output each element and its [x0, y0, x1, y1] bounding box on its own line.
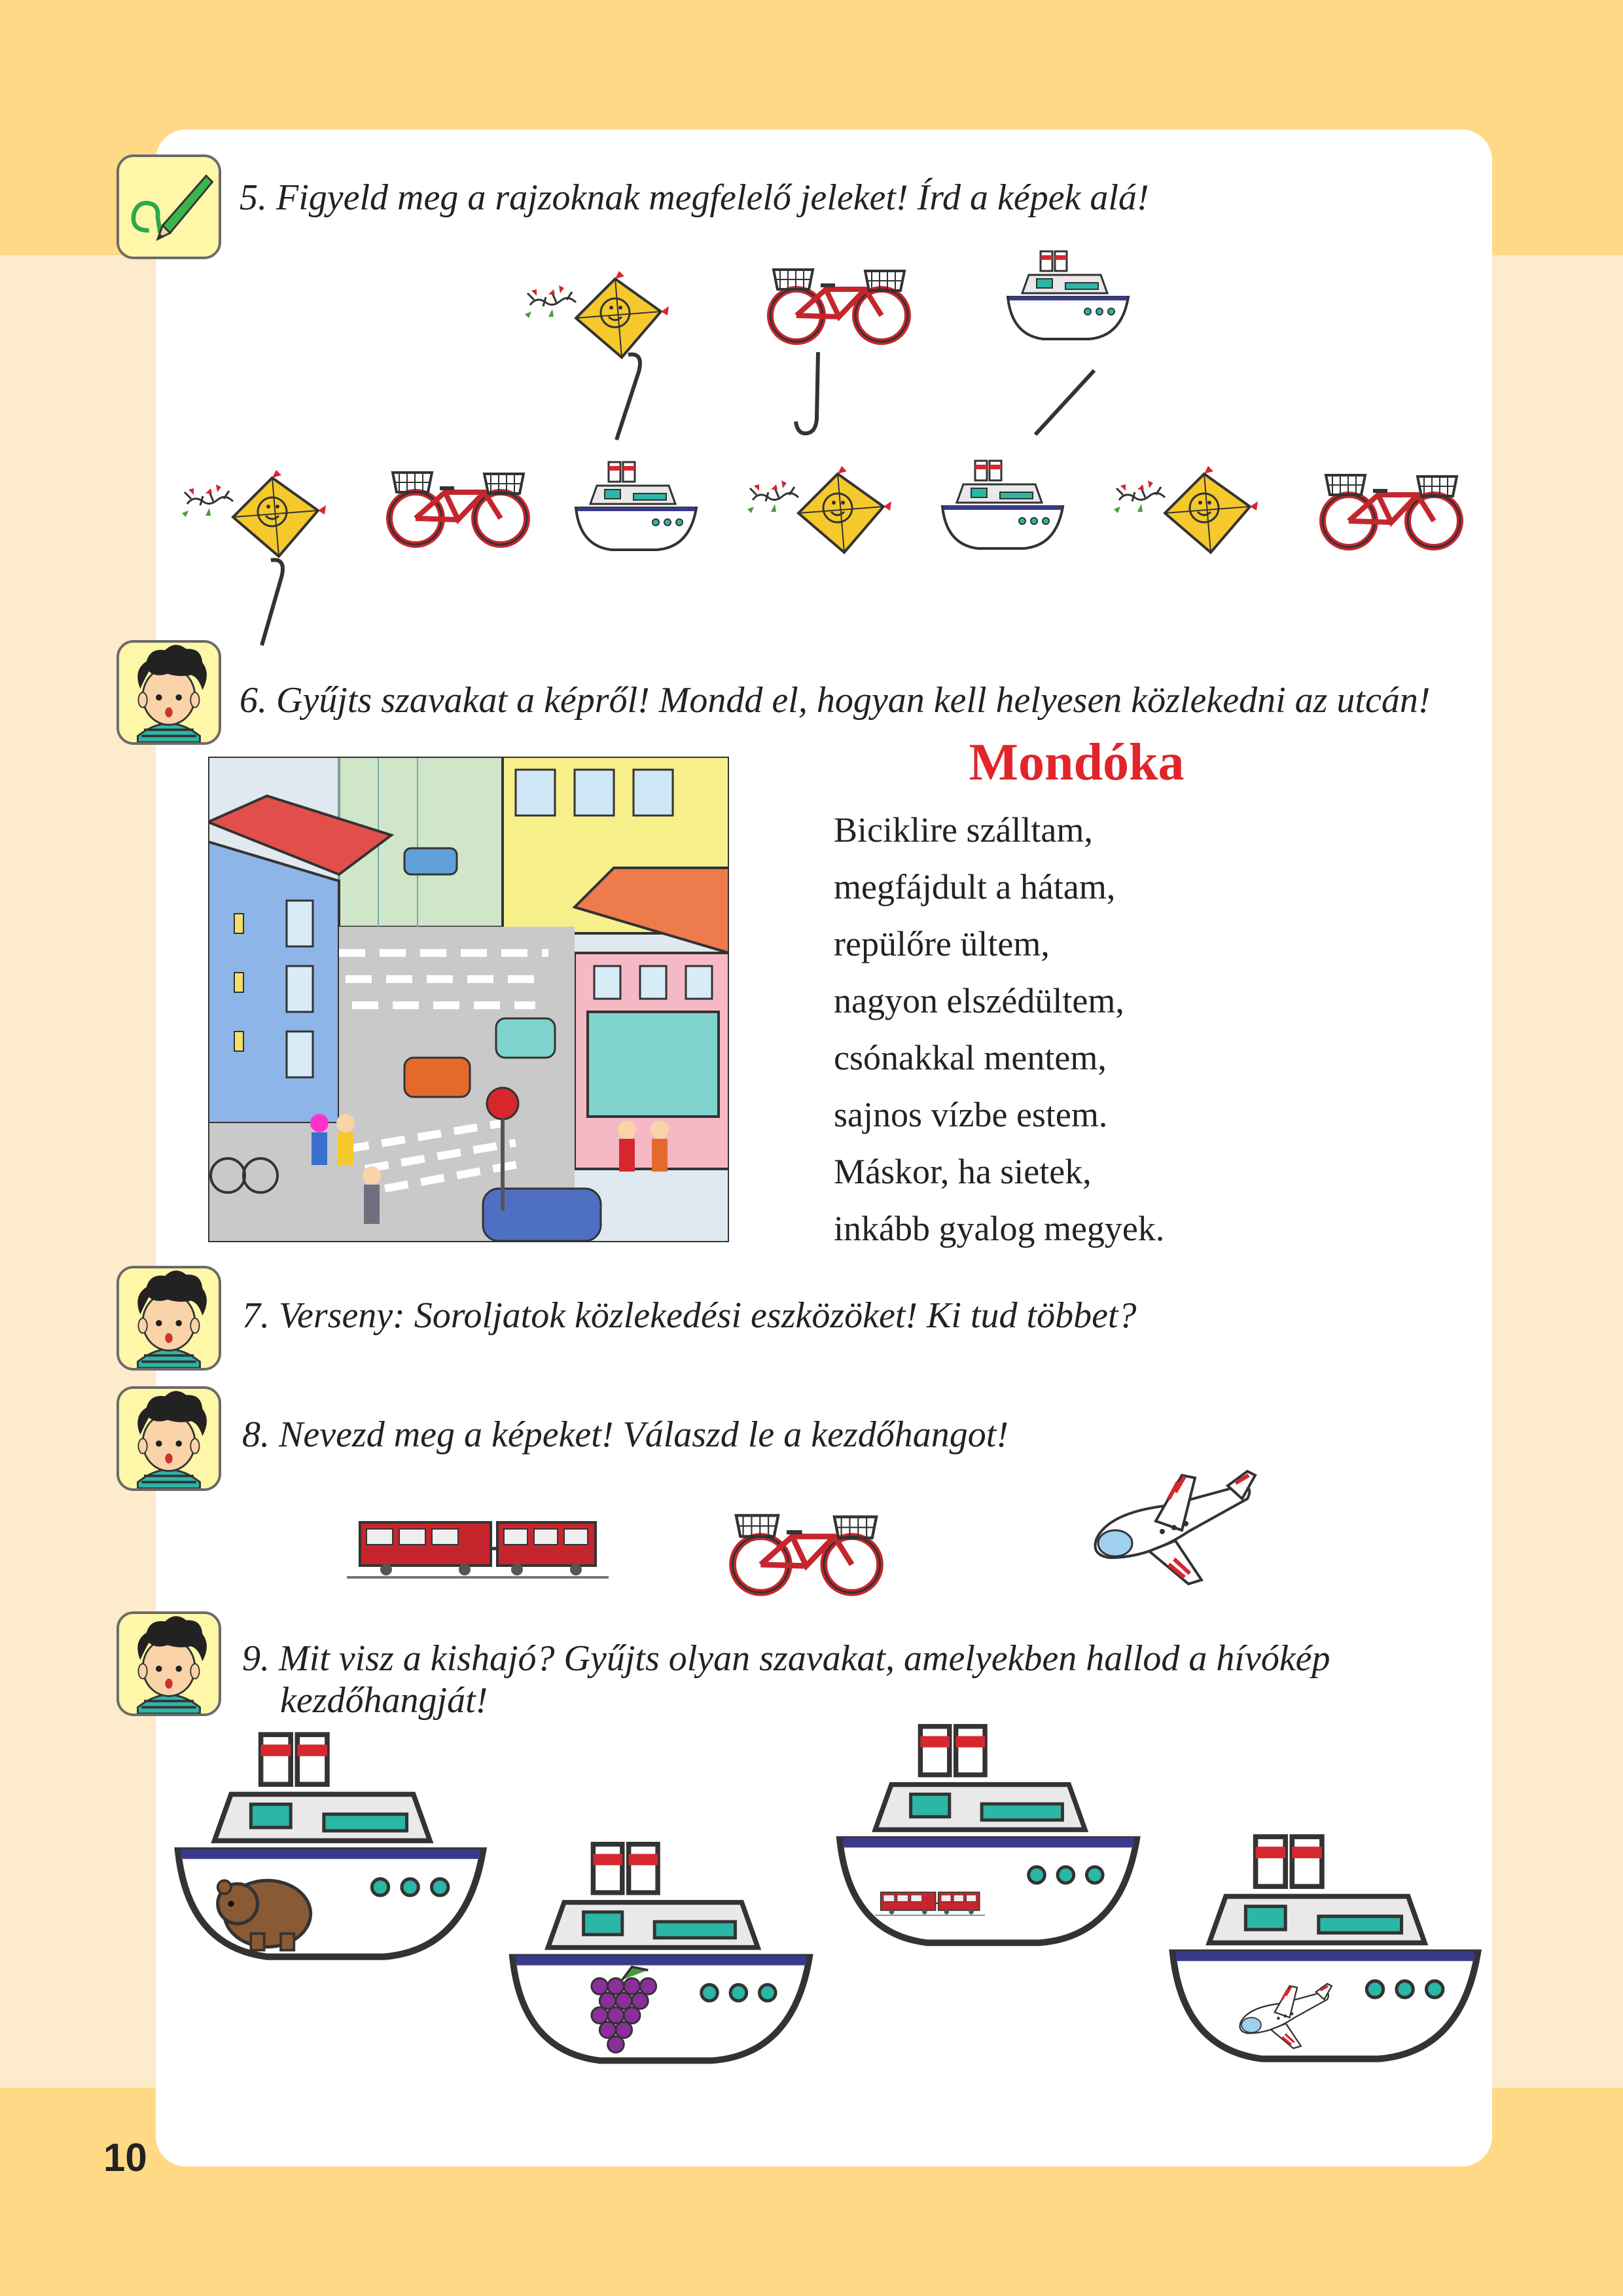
bicycle-icon	[760, 257, 918, 348]
poem-line: Máskor, ha sietek,	[834, 1152, 1092, 1191]
boat-icon	[571, 457, 702, 555]
pencil-writing-icon	[116, 154, 221, 259]
exercise-9-line-2: kezdőhangját!	[280, 1680, 488, 1721]
boat-with-airplane	[1158, 1823, 1492, 2072]
bicycle-icon	[380, 459, 537, 551]
kite-icon	[740, 461, 897, 565]
poem-title: Mondóka	[969, 734, 1185, 791]
boy-speaking-icon	[116, 1386, 221, 1491]
boy-speaking-icon	[116, 1611, 221, 1716]
exercise-6-instruction: 6. Gyűjts szavakat a képről! Mondd el, hogyan kell helyesen közlekedni az utcán!	[240, 680, 1431, 721]
boy-speaking-icon	[116, 640, 221, 745]
kite-icon	[1106, 461, 1263, 565]
bicycle-icon	[1313, 462, 1470, 554]
poem-line: sajnos vízbe estem.	[834, 1095, 1108, 1134]
exercise-9-line-1: 9. Mit visz a kishajó? Gyűjts olyan szavakat, amelyekben hallod a hívókép	[242, 1638, 1330, 1679]
page-number: 10	[103, 2136, 147, 2179]
exercise-8-instruction: 8. Nevezd meg a képeket! Válaszd le a kezdőhangot!	[242, 1414, 1008, 1455]
boy-speaking-icon	[116, 1266, 221, 1371]
poem-line: nagyon elszédültem,	[834, 981, 1124, 1020]
boat-with-bear	[164, 1721, 497, 1970]
airplane-icon	[1071, 1466, 1267, 1597]
boat-icon	[1003, 246, 1133, 344]
bicycle-icon	[721, 1501, 891, 1600]
exercise-9-instruction	[242, 1638, 1330, 1721]
poem-line: inkább gyalog megyek.	[834, 1209, 1165, 1248]
kite-icon	[517, 266, 674, 370]
poem-line: Biciklire szálltam,	[834, 810, 1093, 850]
boat-with-train	[825, 1713, 1152, 1956]
poem-line: repülőre ültem,	[834, 924, 1050, 963]
symbol-hook-stroke	[609, 348, 648, 446]
symbol-j-stroke	[791, 347, 830, 445]
boat-icon	[937, 456, 1068, 554]
poem-line: csónakkal mentem,	[834, 1038, 1107, 1077]
symbol-slash-stroke	[1029, 367, 1101, 439]
boat-with-grapes	[497, 1831, 825, 2073]
train-icon	[347, 1509, 609, 1588]
poem-line: megfájdult a hátam,	[834, 867, 1116, 906]
exercise-5-instruction: 5. Figyeld meg a rajzoknak megfelelő jeleket! Írd a képek alá!	[240, 177, 1149, 218]
answer-hook-stroke	[251, 554, 291, 652]
poem-lines	[834, 802, 1164, 1257]
exercise-7-instruction: 7. Verseny: Soroljatok közlekedési eszközöket! Ki tud többet?	[242, 1295, 1137, 1336]
street-scene-illustration	[208, 757, 729, 1242]
